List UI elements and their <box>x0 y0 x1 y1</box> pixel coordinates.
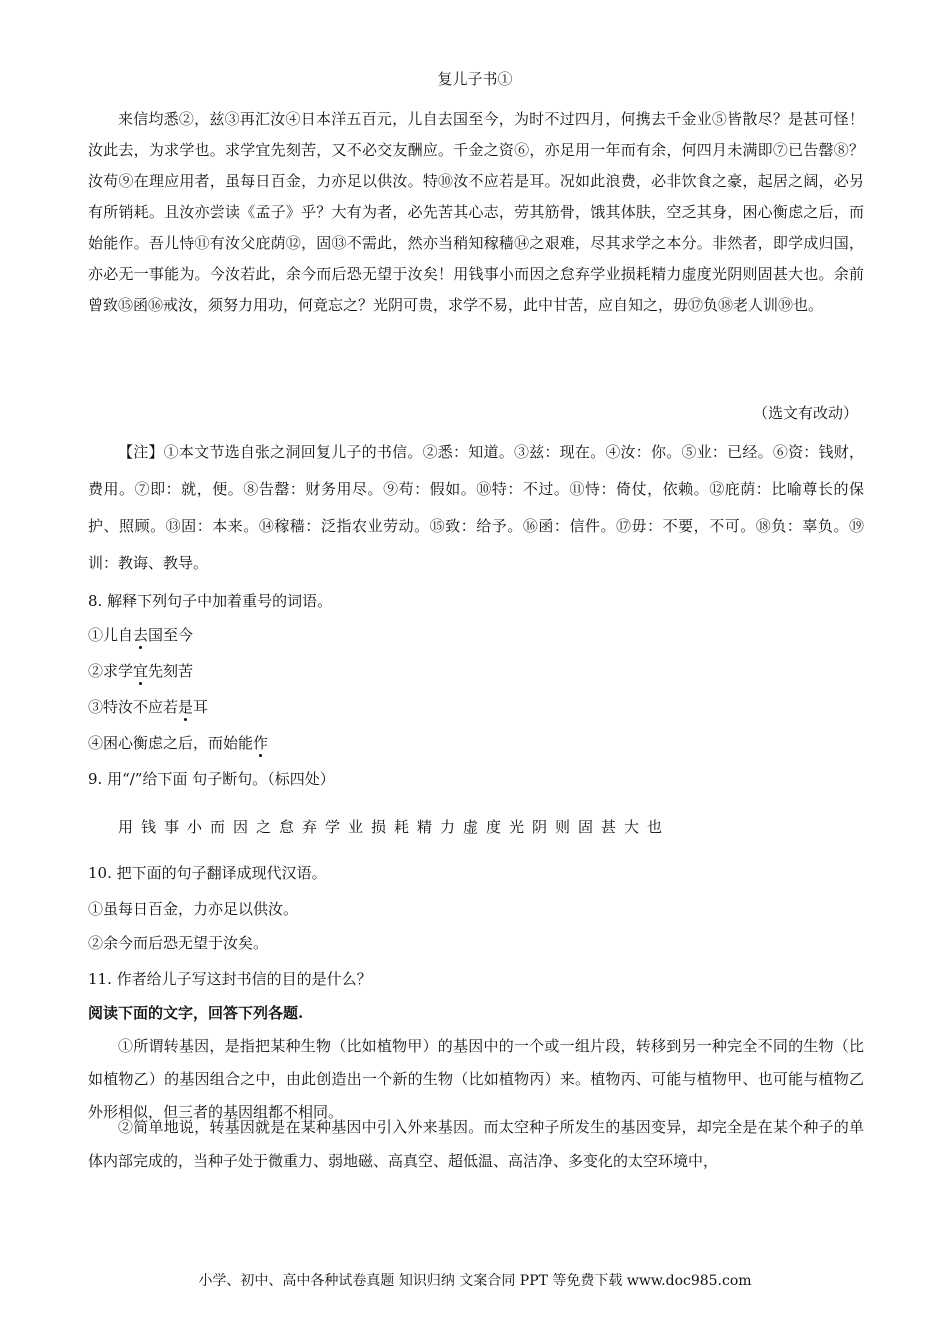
question-9-sentence: 用钱事小而因之怠弃学业损耗精力虚度光阴则固甚大也 <box>118 818 671 836</box>
emphasized-word: 去 <box>133 626 149 644</box>
article-paragraph-1: ①所谓转基因，是指把某种生物（比如植物甲）的基因中的一个或一组片段，转移到另一种完全不同的生物（比如植物乙）的基因组合之中，由此创造出一个新的生物（比如植物丙）来。植物丙、可能与植物甲、也可能与植物乙外形相似，但三者的基因组都不相同。 <box>88 1037 864 1121</box>
article-paragraph-2: ②简单地说，转基因就是在某种基因中引入外来基因。而太空种子所发生的基因变异，却完全是在某个种子的单体内部完成的，当种子处于微重力、弱地磁、高真空、超低温、高洁净、多变化的太空环境中， <box>88 1118 864 1170</box>
emphasized-word: 作 <box>253 734 269 752</box>
emphasized-word: 宜 <box>133 662 149 680</box>
source-note: （选文有改动） <box>752 404 858 422</box>
question-8-item: ③特汝不应若是耳 <box>88 698 209 716</box>
question-9-stem: 9. 用“/”给下面 句子断句。（标四处） <box>88 770 335 788</box>
question-8-stem: 8. 解释下列句子中加着重号的词语。 <box>88 592 333 610</box>
question-10-item: ①虽每日百金，力亦足以供汝。 <box>88 900 299 918</box>
question-10-item: ②余今而后恐无望于汝矣。 <box>88 934 269 952</box>
question-8-item: ①儿自去国至今 <box>88 626 194 644</box>
letter-title: 复儿子书① <box>437 70 513 88</box>
page-footer: 小学、初中、高中各种试卷真题 知识归纳 文案合同 PPT 等免费下载 www.doc985.com <box>198 1273 752 1289</box>
annotations: 【注】①本文节选自张之洞回复儿子的书信。②悉：知道。③兹：现在。④汝：你。⑤业：已经。⑥资：钱财，费用。⑦即：就，便。⑧告罄：财务用尽。⑨苟：假如。⑩特：不过。⑪恃：倚仗，依赖。⑫庇荫：比喻尊长的保护、照顾。⑬固：本来。⑭稼穑：泛指农业劳动。⑮致：给予。⑯函：信件。⑰毋：不要，不可。⑱负：辜负。⑲训：教诲、教导。 <box>88 443 864 572</box>
emphasized-word: 是 <box>178 698 194 716</box>
section-heading: 阅读下面的文字，回答下列各题. <box>88 1004 304 1022</box>
question-11-stem: 11. 作者给儿子写这封书信的目的是什么？ <box>88 970 372 988</box>
question-8-item: ④困心衡虑之后，而始能作 <box>88 734 269 752</box>
letter-passage: 来信均悉②，兹③再汇汝④日本洋五百元，儿自去国至今，为时不过四月，何携去千金业⑤皆散尽？是甚可怪！汝此去，为求学也。求学宜先刻苦，又不必交友酬应。千金之资⑥，亦足用一年而有余，何四月未满即⑦已告罄⑧？汝苟⑨在理应用者，虽每日百金，力亦足以供汝。特⑩汝不应若是耳。况如此浪费，必非饮食之豪，起居之阔，必另有所销耗。且汝亦尝读《孟子》乎？大有为者，必先苦其心志，劳其筋骨，饿其体肤，空乏其身，困心衡虑之后，而始能作。吾儿恃⑪有汝父庇荫⑫，固⑬不需此，然亦当稍知稼穑⑭之艰难，尽其求学之本分。非然者，即学成归国，亦必无一事能为。今汝若此，余今而后恐无望于汝矣！用钱事小而因之怠弃学业损耗精力虚度光阴则固甚大也。余前曾致⑮函⑯戒汝，须努力用功，何竟忘之？光阴可贵，求学不易，此中甘苦，应自知之，毋⑰负⑱老人训⑲也。 <box>88 110 864 314</box>
question-8-item: ②求学宜先刻苦 <box>88 662 194 680</box>
question-10-stem: 10. 把下面的句子翻译成现代汉语。 <box>88 864 327 882</box>
